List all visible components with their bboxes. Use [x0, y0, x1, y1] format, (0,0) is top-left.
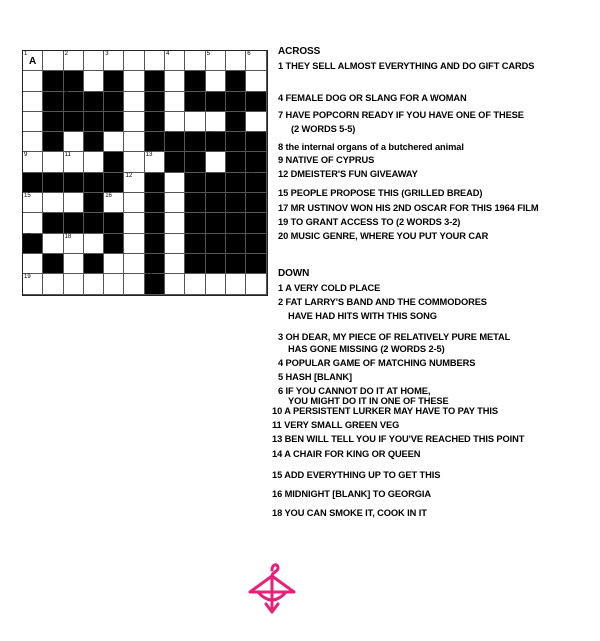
grid-cell[interactable] [165, 92, 185, 112]
clue-down-3[interactable]: 3 OH DEAR, MY PIECE OF RELATIVELY PURE METAL [278, 332, 511, 342]
grid-block [246, 92, 266, 112]
grid-block [84, 92, 104, 112]
grid-cell[interactable] [64, 152, 84, 172]
cell-number: 13 [145, 152, 153, 159]
grid-block [104, 173, 124, 193]
grid-block [145, 112, 165, 132]
grid-cell[interactable] [84, 234, 104, 254]
grid-block [206, 92, 226, 112]
grid-cell[interactable] [246, 274, 266, 294]
grid-block [84, 173, 104, 193]
clue-down-2-cont: HAVE HAD HITS WITH THIS SONG [288, 311, 437, 321]
grid-block [23, 234, 43, 254]
cell-number: 10 [206, 132, 214, 139]
grid-block [206, 193, 226, 213]
grid-block [104, 152, 124, 172]
grid-cell[interactable] [165, 193, 185, 213]
grid-block [206, 234, 226, 254]
grid-cell[interactable] [246, 51, 266, 71]
clue-down-15[interactable]: 15 ADD EVERYTHING UP TO GET THIS [272, 470, 441, 480]
grid-cell[interactable] [124, 193, 144, 213]
cell-number: 18 [64, 233, 72, 240]
grid-block [43, 71, 63, 91]
grid-block [185, 132, 205, 152]
grid-cell[interactable] [145, 51, 165, 71]
grid-cell[interactable] [43, 193, 63, 213]
clue-across-17[interactable]: 17 MR USTINOV WON HIS 2ND OSCAR FOR THIS 1964 FILM [278, 203, 539, 213]
grid-block [226, 193, 246, 213]
cell-number: 8 [166, 132, 170, 139]
grid-block [246, 234, 266, 254]
clue-across-4[interactable]: 4 FEMALE DOG OR SLANG FOR A WOMAN [278, 93, 467, 103]
grid-block [64, 112, 84, 132]
grid-cell[interactable] [23, 254, 43, 274]
grid-cell[interactable] [23, 193, 43, 213]
grid-block [145, 274, 165, 294]
grid-cell[interactable] [64, 51, 84, 71]
clue-across-7[interactable]: 7 HAVE POPCORN READY IF YOU HAVE ONE OF THESE [278, 110, 524, 120]
grid-block [206, 213, 226, 233]
cell-letter: A [29, 56, 37, 67]
grid-block [226, 173, 246, 193]
crossword-grid [22, 50, 268, 296]
grid-block [185, 213, 205, 233]
clue-across-1[interactable]: 1 THEY SELL ALMOST EVERYTHING AND DO GIFT CARDS [278, 61, 535, 71]
cell-number: 19 [24, 274, 31, 281]
grid-block [104, 112, 124, 132]
grid-block [206, 132, 226, 152]
clue-down-4[interactable]: 4 POPULAR GAME OF MATCHING NUMBERS [278, 358, 476, 368]
grid-block [104, 213, 124, 233]
grid-cell[interactable] [165, 274, 185, 294]
clue-across-19[interactable]: 19 TO GRANT ACCESS TO (2 WORDS 3-2) [278, 217, 461, 227]
grid-cell[interactable] [23, 213, 43, 233]
grid-cell[interactable] [43, 274, 63, 294]
clue-down-6-cont: YOU MIGHT DO IT IN ONE OF THESE [288, 396, 449, 406]
grid-cell[interactable] [124, 173, 144, 193]
grid-block [64, 173, 84, 193]
grid-block [246, 132, 266, 152]
cell-number: 15 [24, 193, 31, 200]
grid-cell[interactable] [165, 51, 185, 71]
cell-number: 1 [24, 51, 28, 57]
grid-block [145, 254, 165, 274]
grid-cell[interactable] [124, 112, 144, 132]
cell-number: 9 [24, 152, 28, 159]
grid-block [23, 173, 43, 193]
grid-block [246, 254, 266, 274]
hanger-arrow-icon [246, 558, 298, 618]
grid-block [84, 132, 104, 152]
clue-down-3-cont: HAS GONE MISSING (2 WORDS 2-5) [288, 344, 445, 354]
cell-number: 16 [105, 193, 112, 200]
grid-block [206, 254, 226, 274]
cell-number: 17 [24, 233, 31, 240]
grid-cell[interactable] [206, 112, 226, 132]
grid-cell[interactable] [84, 274, 104, 294]
grid-cell[interactable] [23, 71, 43, 91]
grid-cell[interactable] [185, 51, 205, 71]
grid-block [64, 71, 84, 91]
grid-cell[interactable] [23, 274, 43, 294]
grid-cell[interactable] [23, 92, 43, 112]
grid-block [185, 173, 205, 193]
cell-number: 3 [105, 51, 109, 57]
clue-down-14[interactable]: 14 A CHAIR FOR KING OR QUEEN [272, 449, 421, 459]
grid-block [226, 152, 246, 172]
grid-cell[interactable] [64, 234, 84, 254]
grid-block [246, 173, 266, 193]
grid-block [84, 254, 104, 274]
grid-cell[interactable] [124, 71, 144, 91]
grid-block [185, 234, 205, 254]
grid-cell[interactable] [165, 213, 185, 233]
grid-cell[interactable] [23, 51, 43, 71]
grid-cell[interactable] [64, 274, 84, 294]
grid-cell[interactable] [43, 152, 63, 172]
grid-block [43, 173, 63, 193]
cell-number: 11 [64, 152, 71, 159]
grid-block [226, 92, 246, 112]
clue-across-7-cont: (2 WORDS 5-5) [291, 124, 356, 134]
grid-cell[interactable] [84, 152, 104, 172]
across-heading: ACROSS [278, 46, 321, 57]
clue-down-5[interactable]: 5 HASH [BLANK] [278, 372, 353, 382]
grid-block [226, 254, 246, 274]
cell-number: 4 [166, 51, 170, 57]
grid-block [226, 213, 246, 233]
grid-cell[interactable] [23, 112, 43, 132]
grid-block [145, 132, 165, 152]
grid-cell[interactable] [165, 254, 185, 274]
grid-block [145, 234, 165, 254]
grid-cell[interactable] [104, 132, 124, 152]
clue-across-15[interactable]: 15 PEOPLE PROPOSE THIS (GRILLED BREAD) [278, 188, 483, 198]
clue-across-12[interactable]: 12 DMEISTER'S FUN GIVEAWAY [278, 169, 418, 179]
grid-cell[interactable] [84, 71, 104, 91]
grid-block [145, 213, 165, 233]
grid-block [185, 71, 205, 91]
grid-cell[interactable] [104, 193, 124, 213]
grid-cell[interactable] [165, 173, 185, 193]
grid-block [43, 213, 63, 233]
grid-cell[interactable] [124, 152, 144, 172]
down-heading: DOWN [278, 268, 310, 279]
grid-cell[interactable] [104, 51, 124, 71]
grid-block [43, 132, 63, 152]
grid-cell[interactable] [226, 51, 246, 71]
grid-cell[interactable] [104, 274, 124, 294]
clue-down-16[interactable]: 16 MIDNIGHT [BLANK] TO GEORGIA [272, 489, 432, 499]
grid-cell[interactable] [185, 112, 205, 132]
grid-cell[interactable] [185, 274, 205, 294]
grid-block [246, 213, 266, 233]
grid-cell[interactable] [124, 213, 144, 233]
grid-block [43, 92, 63, 112]
grid-cell[interactable] [206, 152, 226, 172]
grid-cell[interactable] [64, 193, 84, 213]
grid-block [104, 234, 124, 254]
cell-number: 14 [247, 172, 254, 179]
grid-cell[interactable] [206, 71, 226, 91]
grid-cell[interactable] [145, 152, 165, 172]
grid-block [43, 112, 63, 132]
clue-down-11[interactable]: 11 VERY SMALL GREEN VEG [272, 420, 400, 430]
clue-down-6[interactable]: 6 IF YOU CANNOT DO IT AT HOME, [278, 386, 431, 396]
grid-cell[interactable] [43, 51, 63, 71]
clue-down-18[interactable]: 18 YOU CAN SMOKE IT, COOK IN IT [272, 508, 427, 518]
grid-block [206, 173, 226, 193]
cell-number: 6 [247, 51, 251, 57]
grid-cell[interactable] [124, 274, 144, 294]
cell-number: 12 [125, 172, 133, 179]
grid-cell[interactable] [165, 112, 185, 132]
grid-block [185, 152, 205, 172]
grid-block [43, 254, 63, 274]
grid-cell[interactable] [23, 132, 43, 152]
clue-across-20[interactable]: 20 MUSIC GENRE, WHERE YOU PUT YOUR CAR [278, 231, 489, 241]
clue-down-10[interactable]: 10 A PERSISTENT LURKER MAY HAVE TO PAY THIS [272, 406, 498, 416]
grid-block [145, 193, 165, 213]
cell-number: 5 [206, 51, 211, 57]
grid-block [84, 213, 104, 233]
grid-cell[interactable] [246, 71, 266, 91]
grid-block [246, 152, 266, 172]
grid-cell[interactable] [165, 234, 185, 254]
cell-number: 7 [64, 91, 68, 98]
grid-cell[interactable] [246, 112, 266, 132]
grid-cell[interactable] [84, 51, 104, 71]
grid-cell[interactable] [165, 71, 185, 91]
grid-block [226, 71, 246, 91]
grid-cell[interactable] [124, 254, 144, 274]
grid-block [226, 234, 246, 254]
grid-cell[interactable] [124, 92, 144, 112]
clue-down-2[interactable]: 2 FAT LARRY'S BAND AND THE COMMODORES [278, 297, 487, 307]
grid-cell[interactable] [206, 274, 226, 294]
grid-block [226, 132, 246, 152]
grid-cell[interactable] [104, 254, 124, 274]
grid-cell[interactable] [64, 132, 84, 152]
clue-down-1[interactable]: 1 A VERY COLD PLACE [278, 283, 381, 293]
grid-block [64, 213, 84, 233]
grid-cell[interactable] [226, 274, 246, 294]
grid-block [84, 112, 104, 132]
grid-cell[interactable] [206, 51, 226, 71]
grid-block [145, 92, 165, 112]
grid-block [64, 92, 84, 112]
cell-number: 20 [145, 274, 153, 281]
grid-block [104, 92, 124, 112]
clue-down-13[interactable]: 13 BEN WILL TELL YOU IF YOU'VE REACHED THIS POINT [272, 434, 525, 444]
grid-block [165, 132, 185, 152]
grid-block [226, 112, 246, 132]
grid-cell[interactable] [124, 132, 144, 152]
grid-cell[interactable] [124, 234, 144, 254]
grid-block [104, 71, 124, 91]
clue-across-9[interactable]: 9 NATIVE OF CYPRUS [278, 155, 375, 165]
grid-block [185, 92, 205, 112]
grid-cell[interactable] [124, 51, 144, 71]
grid-block [84, 193, 104, 213]
grid-block [145, 71, 165, 91]
grid-cell[interactable] [23, 152, 43, 172]
grid-block [165, 152, 185, 172]
grid-block [185, 254, 205, 274]
clue-across-8[interactable]: 8 the internal organs of a butchered animal [278, 142, 464, 152]
grid-cell[interactable] [43, 234, 63, 254]
grid-cell[interactable] [64, 254, 84, 274]
cell-number: 2 [64, 51, 68, 57]
grid-block [145, 173, 165, 193]
grid-block [185, 193, 205, 213]
grid-block [246, 193, 266, 213]
